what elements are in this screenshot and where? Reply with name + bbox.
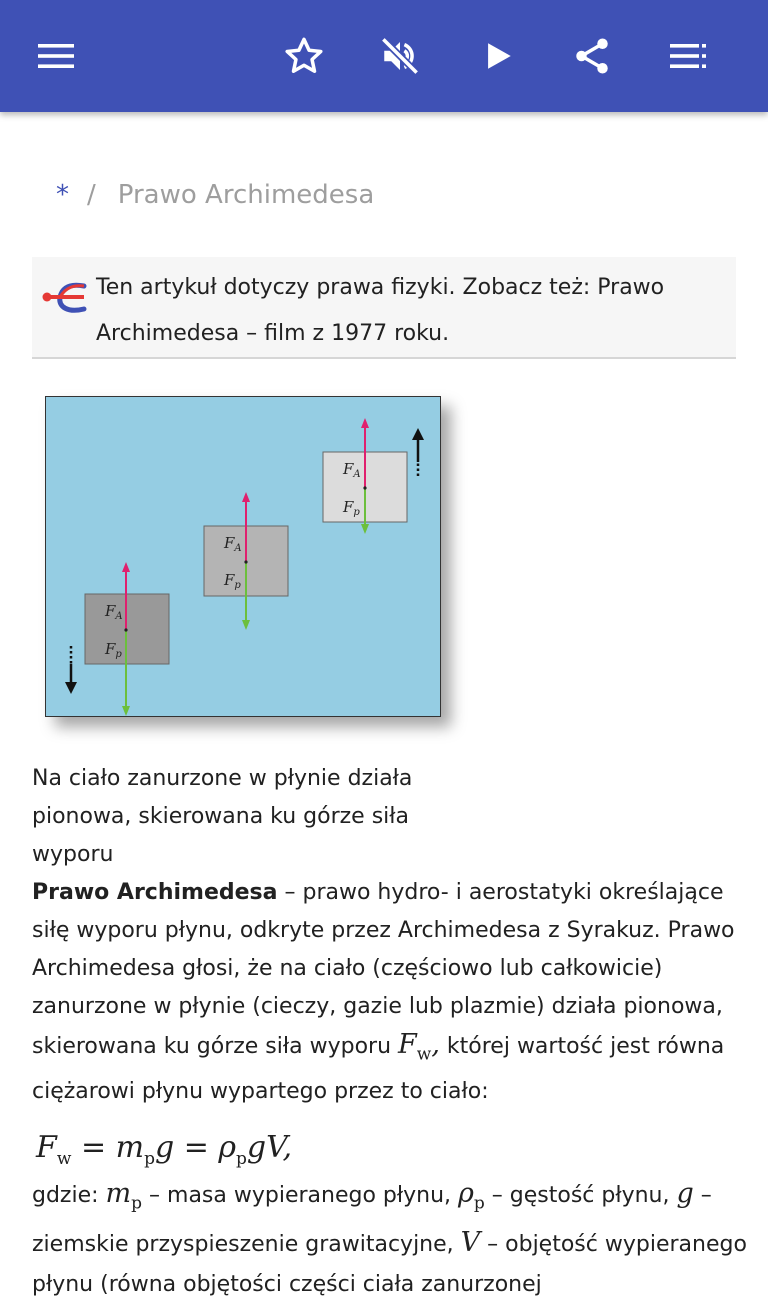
breadcrumb-current: Prawo Archimedesa: [117, 180, 375, 210]
buoyancy-figure[interactable]: [45, 396, 441, 717]
contents-button[interactable]: [656, 24, 720, 88]
app-bar: [0, 0, 768, 112]
share-icon: [571, 35, 613, 77]
force-label-buoyancy-middle: F: [224, 534, 235, 552]
breadcrumb-home-link[interactable]: *: [56, 180, 69, 210]
breadcrumb-separator: /: [87, 180, 96, 210]
list-icon: [668, 41, 708, 71]
disambiguation-icon: [40, 275, 90, 319]
math-density: $\rho_p$: [458, 1178, 485, 1214]
force-label-buoyancy-left: F: [105, 602, 116, 620]
force-label-weight-left: F: [105, 640, 116, 658]
article-text-2: której wartość jest równa ciężarowi płynu wypartego przez to ciało:: [32, 1034, 725, 1105]
play-button[interactable]: [466, 24, 530, 88]
force-label-weight-middle: F: [224, 571, 235, 589]
math-mass: $m_p$: [105, 1178, 143, 1214]
math-gravity: g: [676, 1178, 694, 1209]
article-paragraph: [32, 874, 742, 1111]
hatnote-line-1: Ten artykuł dotyczy prawa fizyki. Zobacz też: Prawo: [96, 275, 665, 300]
definition-mass: – masa wypieranego płynu,: [142, 1183, 459, 1208]
figure-caption: Na ciało zanurzone w płynie działa pionowa, skierowana ku górze siła wyporu: [32, 766, 413, 867]
mute-icon: [379, 35, 421, 77]
breadcrumb: [56, 180, 374, 210]
article-text-1: – prawo hydro- i aerostatyki określające siłę wyporu płynu, odkryte przez Archimedesa z Syrakuz. Prawo Archimedesa głosi, że na ciało (częściowo lub całkowicie) zanurzone w płynie (cieczy, gazie lub plazmie) działa pionowa, skierowana ku górze siła wyporu: [32, 880, 735, 1059]
definition-density: – gęstość płynu,: [484, 1183, 677, 1208]
share-button[interactable]: [560, 24, 624, 88]
math-buoyant-force: $F_w$,: [398, 1029, 440, 1065]
definition-gravity: – ziemskie przyspieszenie grawitacyjne,: [32, 1183, 712, 1258]
force-subscript-weight-left: p: [115, 649, 122, 660]
force-subscript-buoyancy-left: A: [115, 611, 123, 622]
archimedes-formula: $F_w = m_pg = \rho_pgV$,: [36, 1130, 293, 1169]
formula-definitions: [32, 1174, 748, 1305]
math-volume: V: [460, 1227, 481, 1259]
force-subscript-buoyancy-middle: A: [234, 543, 242, 554]
article-term: Prawo Archimedesa: [32, 880, 278, 905]
menu-button[interactable]: [24, 24, 88, 88]
force-subscript-buoyancy-right: A: [353, 469, 361, 480]
force-subscript-weight-right: p: [353, 507, 360, 518]
definitions-intro: gdzie:: [32, 1183, 106, 1208]
mute-button[interactable]: [368, 24, 432, 88]
disambiguation-text[interactable]: [96, 265, 726, 357]
force-subscript-weight-middle: p: [234, 580, 241, 591]
force-label-weight-right: F: [343, 498, 354, 516]
favorite-button[interactable]: [272, 24, 336, 88]
play-icon: [481, 39, 515, 73]
star-icon: [283, 35, 325, 77]
definition-volume: – objętość wypieranego płynu (równa objętości części ciała zanurzonej: [32, 1232, 747, 1298]
hatnote-line-2: Archimedesa – film z 1977 roku.: [96, 321, 450, 346]
disambiguation-note: [32, 257, 736, 359]
menu-icon: [36, 41, 76, 71]
force-label-buoyancy-right: F: [343, 460, 354, 478]
